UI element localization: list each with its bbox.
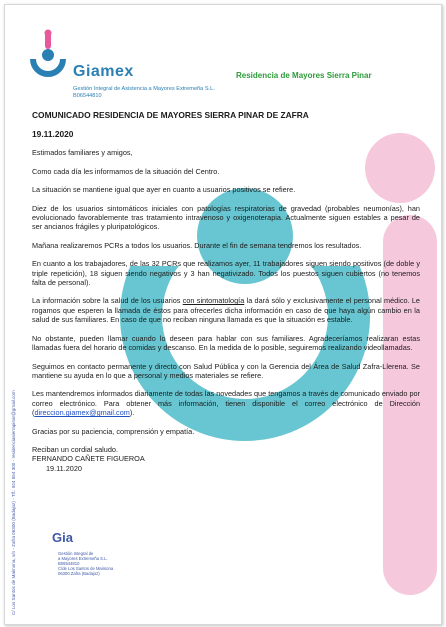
brand-subtitle: Gestión Integral de Asistencia a Mayores Extremeña S.L. B06544810: [73, 86, 215, 99]
company-stamp: Gia Gestión Integral de a Mayores Extremeña S.L. B06544810 C/de Los Santos de Maimona 06300 Zafra (Badajoz): [52, 530, 114, 576]
paragraph-10: Gracias por su paciencia, comprensión y empatía.: [32, 426, 195, 436]
paragraph-3: Diez de los usuarios sintomáticos iniciales con patologías respiratorias de gravedad (probables neumonías), han evolucionado favorablemente tras tratamiento intravenoso y oxigenoterapia. Actualmente siguen estables a pesar de ser ancianos frágiles y pluripatológicos.: [32, 203, 420, 232]
signer-name: FERNANDO CAÑETE FIGUEROA: [32, 454, 145, 464]
email-link[interactable]: direccion.giamex@gmail.com: [34, 408, 130, 418]
paragraph-1: Como cada día les informamos de la situación del Centro.: [32, 166, 220, 176]
paragraph-4: Mañana realizaremos PCRs a todos los usuarios. Durante el fin de semana tendremos los resultados.: [32, 240, 362, 250]
letter-body: [32, 110, 420, 473]
greeting: Estimados familiares y amigos,: [32, 148, 133, 158]
paragraph-2: La situación se mantiene igual que ayer en cuanto a usuarios positivos se refiere.: [32, 185, 296, 195]
paragraph-9: Les mantendremos informados diariamente de todas las novedades que tengamos a través de comunicado enviado por correo electrónico. Para obtener más información, tienen disponible el correo electrónico de Dirección (direccion.giamex@gmail.com).: [32, 389, 420, 418]
letter-date: 19.11.2020: [32, 129, 74, 139]
stamp-logo: Gia: [52, 530, 73, 545]
residence-name: Residencia de Mayores Sierra Pinar: [236, 71, 372, 80]
brand-name: Giamex: [73, 63, 134, 80]
letter-page: [4, 4, 442, 625]
paragraph-7: No obstante, pueden llamar cuando lo deseen para hablar con sus familiares. Agradeceríamos realizaran estas llamadas fuera del horario de comidas y descanso. En la medida de lo posible, seguiremos realizando videollamadas.: [32, 333, 420, 353]
giamex-logo-icon: [25, 29, 71, 83]
paragraph-5: En cuanto a los trabajadores, de las 32 PCRs que realizamos ayer, 11 trabajadores siguen siendo positivos (de doble y triple repetición), 18 siguen siendo negativos y 3 han negativizado. Todos los puestos siguen cubiertos (no tenemos falta de personal).: [32, 259, 420, 288]
closing: Reciban un cordial saludo.: [32, 444, 118, 454]
signature-date: 19.11.2020: [46, 463, 82, 473]
signature-block: [32, 445, 420, 473]
letter-title: COMUNICADO RESIDENCIA DE MAYORES SIERRA PINAR DE ZAFRA: [32, 110, 309, 120]
paragraph-6: La información sobre la salud de los usuarios con sintomatología la dará sólo y exclusivamente el personal médico. Le rogamos que esperen la llamada de éstos para ofrecerles dicha información en caso de que haya algún cambio en la salud de sus familiares. En caso de que no reciban ninguna llamada es que la situación es estable.: [32, 296, 420, 325]
side-address: C/ Los Santos de Maimona, s/n - Zafra 06300 (Badajoz) - Tlf.: 924 554 300 - residenciasierrapinar@gmail.com: [11, 390, 16, 615]
paragraph-8: Seguimos en contacto permanente y directo con Salud Pública y con la Gerencia del Área de Salud Zafra-Llerena. Se mantiene su ayuda en lo que a personal y medios materiales se refiere.: [32, 361, 420, 380]
